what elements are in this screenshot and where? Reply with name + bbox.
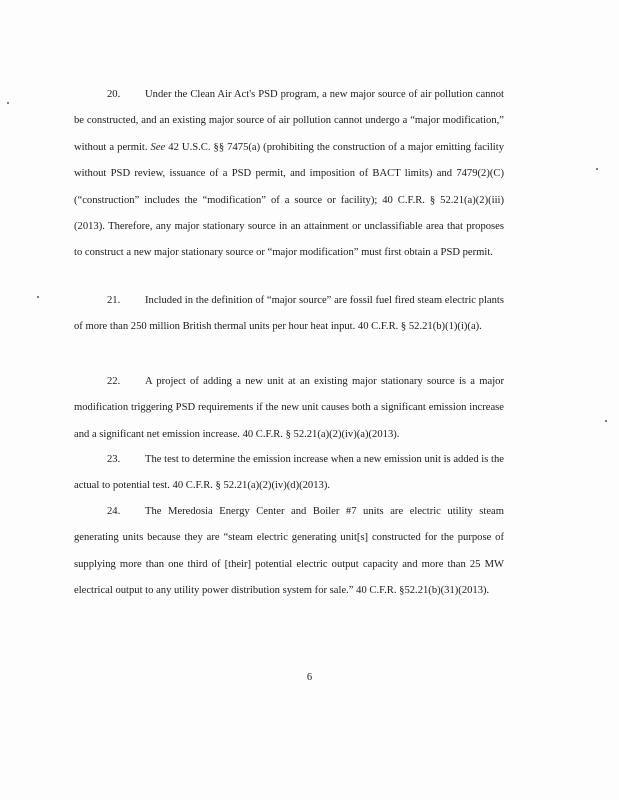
paragraph-23 <box>74 447 504 500</box>
paragraph-text: Under the Clean Air Act's PSD program, a new major source of air pollution cannot be constructed, and an existing major source of air pollution cannot undergo a “major modification,” without a permit. <box>74 89 504 153</box>
paragraph-number: 20. <box>107 89 121 100</box>
scan-speck <box>605 420 607 422</box>
paragraph-text: The Meredosia Energy Center and Boiler #7 units are electric utility steam generating units because they are “steam electric generating unit[s] constructed for the purpose of supplying more than one third of [their] potential electric output capacity and more than 25 MW electrical output to any utility power distribution system for sale.” 40 C.F.R. §52.21(b)(31)(2013). <box>74 506 504 597</box>
page-number: 6 <box>306 672 313 683</box>
scan-speck <box>596 168 598 170</box>
italic-signal: See <box>150 141 166 153</box>
paragraph-21 <box>74 288 504 341</box>
paragraph-text: 42 U.S.C. §§ 7475(a) (prohibiting the construction of a major emitting facility without PSD review, issuance of a PSD permit, and imposition of BACT limits) and 7479(2)(C) (“construction” includes the “modification” of a source or facility); 40 C.F.R. § 52.21(a)(2)(iii)(2013). Therefore, any major stationary source in an attainment or unclassifiable area that proposes to construct a new major stationary source or “major modification” must first obtain a PSD permit. <box>74 141 504 259</box>
paragraph-text: Included in the definition of “major source” are fossil fuel fired steam electric plants of more than 250 million British thermal units per hour heat input. 40 C.F.R. § 52.21(b)(1)(i)(a). <box>74 295 504 333</box>
paragraph-24 <box>74 499 504 605</box>
paragraph-number: 21. <box>107 295 121 306</box>
paragraph-text: A project of adding a new unit at an existing major stationary source is a major modification triggering PSD requirements if the new unit causes both a significant emission increase and a significant net emission increase. 40 C.F.R. § 52.21(a)(2)(iv)(a)(2013). <box>74 376 504 440</box>
paragraph-20 <box>74 82 504 267</box>
paragraph-text: The test to determine the emission increase when a new emission unit is added is the actual to potential test. 40 C.F.R. § 52.21(a)(2)(iv)(d)(2013). <box>74 454 504 492</box>
scan-speck <box>7 102 9 104</box>
scan-speck <box>37 296 39 298</box>
paragraph-number: 22. <box>107 376 121 387</box>
paragraph-22 <box>74 369 504 448</box>
paragraph-number: 23. <box>107 454 121 465</box>
paragraph-number: 24. <box>107 506 121 517</box>
